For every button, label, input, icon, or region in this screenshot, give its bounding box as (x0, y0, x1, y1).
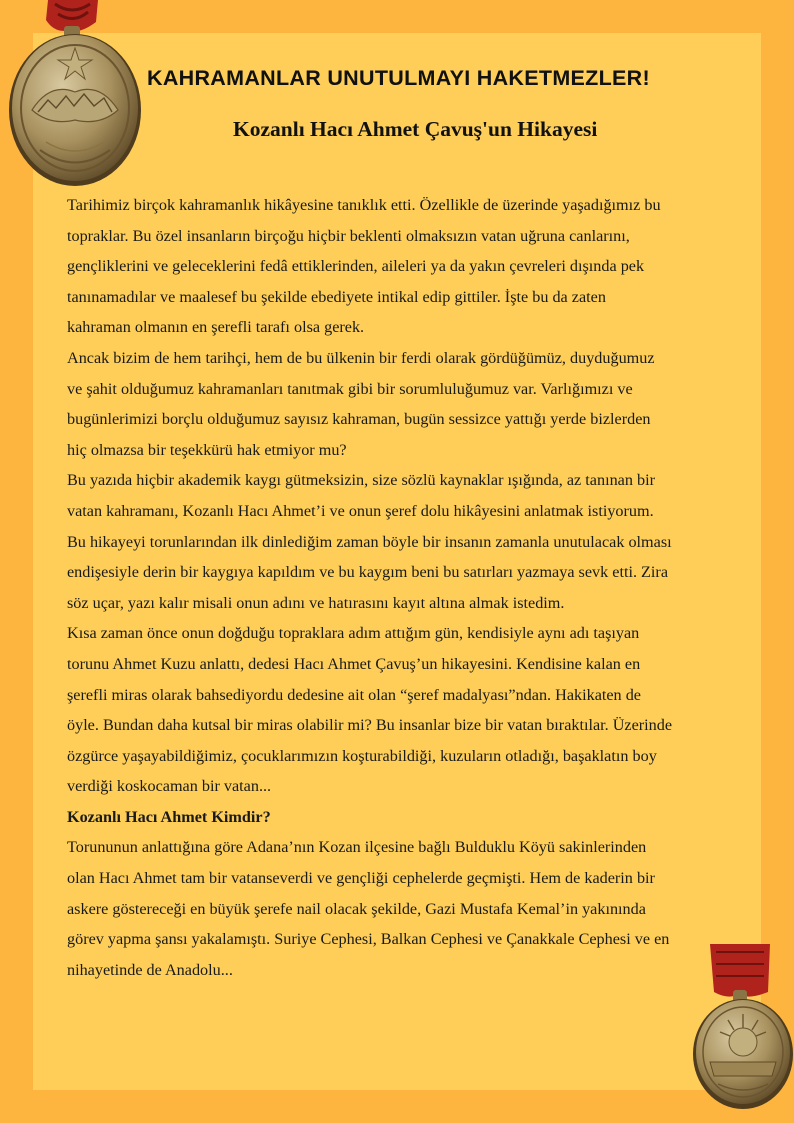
paragraph-line: şerefli miras olarak bahsediyordu dedesine ait olan “şeref madalyası”ndan. Hakikaten de (67, 685, 641, 704)
paragraph-line: vatan kahramanı, Kozanlı Hacı Ahmet’i ve onun şeref dolu hikâyesini anlatmak istiyorum. (67, 501, 654, 520)
medal-icon (0, 0, 150, 195)
paragraph-line: öyle. Bundan daha kutsal bir miras olabilir mi? Bu insanlar bize bir vatan bıraktılar. Üzerinde (67, 716, 673, 735)
paragraph-line: Bu yazıda hiçbir akademik kaygı gütmeksizin, size sözlü kaynaklar ışığında, az tanınan bir (67, 471, 655, 490)
paragraph-line: askere göstereceği en büyük şerefe nail olacak şekilde, Gazi Mustafa Kemal’in yakınında (67, 899, 646, 918)
paragraph-line: Tarihimiz birçok kahramanlık hikâyesine tanıklık etti. Özellikle de üzerinde yaşadığımız bu (67, 196, 661, 214)
paragraph-line: özgürce yaşayabildiğimiz, çocuklarımızın koşturabildiği, kuzuların otladığı, başaklatın boy (67, 746, 657, 765)
paragraph-line: verdiği koskocaman bir vatan... (67, 777, 272, 796)
paragraph-line: Kısa zaman önce onun doğduğu topraklara adım attığım gün, kendisiyle aynı adı taşıyan (67, 624, 640, 643)
page-title: KAHRAMANLAR UNUTULMAYI HAKETMEZLER! (147, 66, 650, 90)
paragraph-line: söz uçar, yazı kalır misali onun adını ve hatırasını kayıt altına almak istedim. (67, 593, 565, 612)
paragraph-line: tanınamadılar ve maalesef bu şekilde ebediyete intikal edip gittiler. İşte bu da zaten (67, 287, 606, 306)
page-subtitle: Kozanlı Hacı Ahmet Çavuş'un Hikayesi (233, 117, 598, 141)
paragraph-line: nihayetinde de Anadolu... (67, 960, 233, 979)
paragraph-line: kahraman olmanın en şerefli tarafı olsa gerek. (67, 318, 365, 337)
article-body (67, 190, 737, 985)
paragraph-line: torunu Ahmet Kuzu anlattı, dedesi Hacı Ahmet Çavuş’un hikayesini. Kendisine kalan en (67, 654, 641, 673)
paragraph-line: olan Hacı Ahmet tam bir vatanseverdi ve gençliği cephelerde geçmişti. Hem de kaderin bir (67, 869, 655, 888)
paragraph-line: bugünlerimizi borçlu olduğumuz sayısız kahraman, bugün sessizce yattığı yerde bizlerden (67, 410, 651, 429)
paragraph-line: hiç olmazsa bir teşekkürü hak etmiyor mu? (67, 440, 347, 459)
paragraph-line: Torununun anlattığına göre Adana’nın Kozan ilçesine bağlı Bulduklu Köyü sakinlerinden (67, 838, 647, 857)
paragraph-line: endişesiyle derin bir kaygıya kapıldım ve bu kaygım beni bu satırları yazmaya sevk etti. Zira (67, 563, 669, 582)
paragraph-line: Ancak bizim de hem tarihçi, hem de bu ülkenin bir ferdi olarak gördüğümüz, duyduğumuz (67, 348, 655, 367)
paragraph-line: ve şahit olduğumuz kahramanları tanıtmak gibi bir sorumluluğumuz var. Varlığımızı ve (67, 379, 633, 398)
paragraph-line: görev yapma şansı yakalamıştı. Suriye Cephesi, Balkan Cephesi ve Çanakkale Cephesi ve en (67, 930, 670, 949)
paragraph-line: topraklar. Bu özel insanların birçoğu hiçbir beklenti olmaksızın vatan uğruna canlarını, (67, 226, 630, 245)
section-heading: Kozanlı Hacı Ahmet Kimdir? (67, 807, 271, 826)
paragraph-line: gençliklerini ve geleceklerini fedâ ettiklerinden, aileleri ya da yakın çevreleri dışında pek (67, 257, 645, 276)
paragraph-line: Bu hikayeyi torunlarından ilk dinlediğim zaman böyle bir insanın zamanla unutulacak olması (67, 532, 672, 551)
